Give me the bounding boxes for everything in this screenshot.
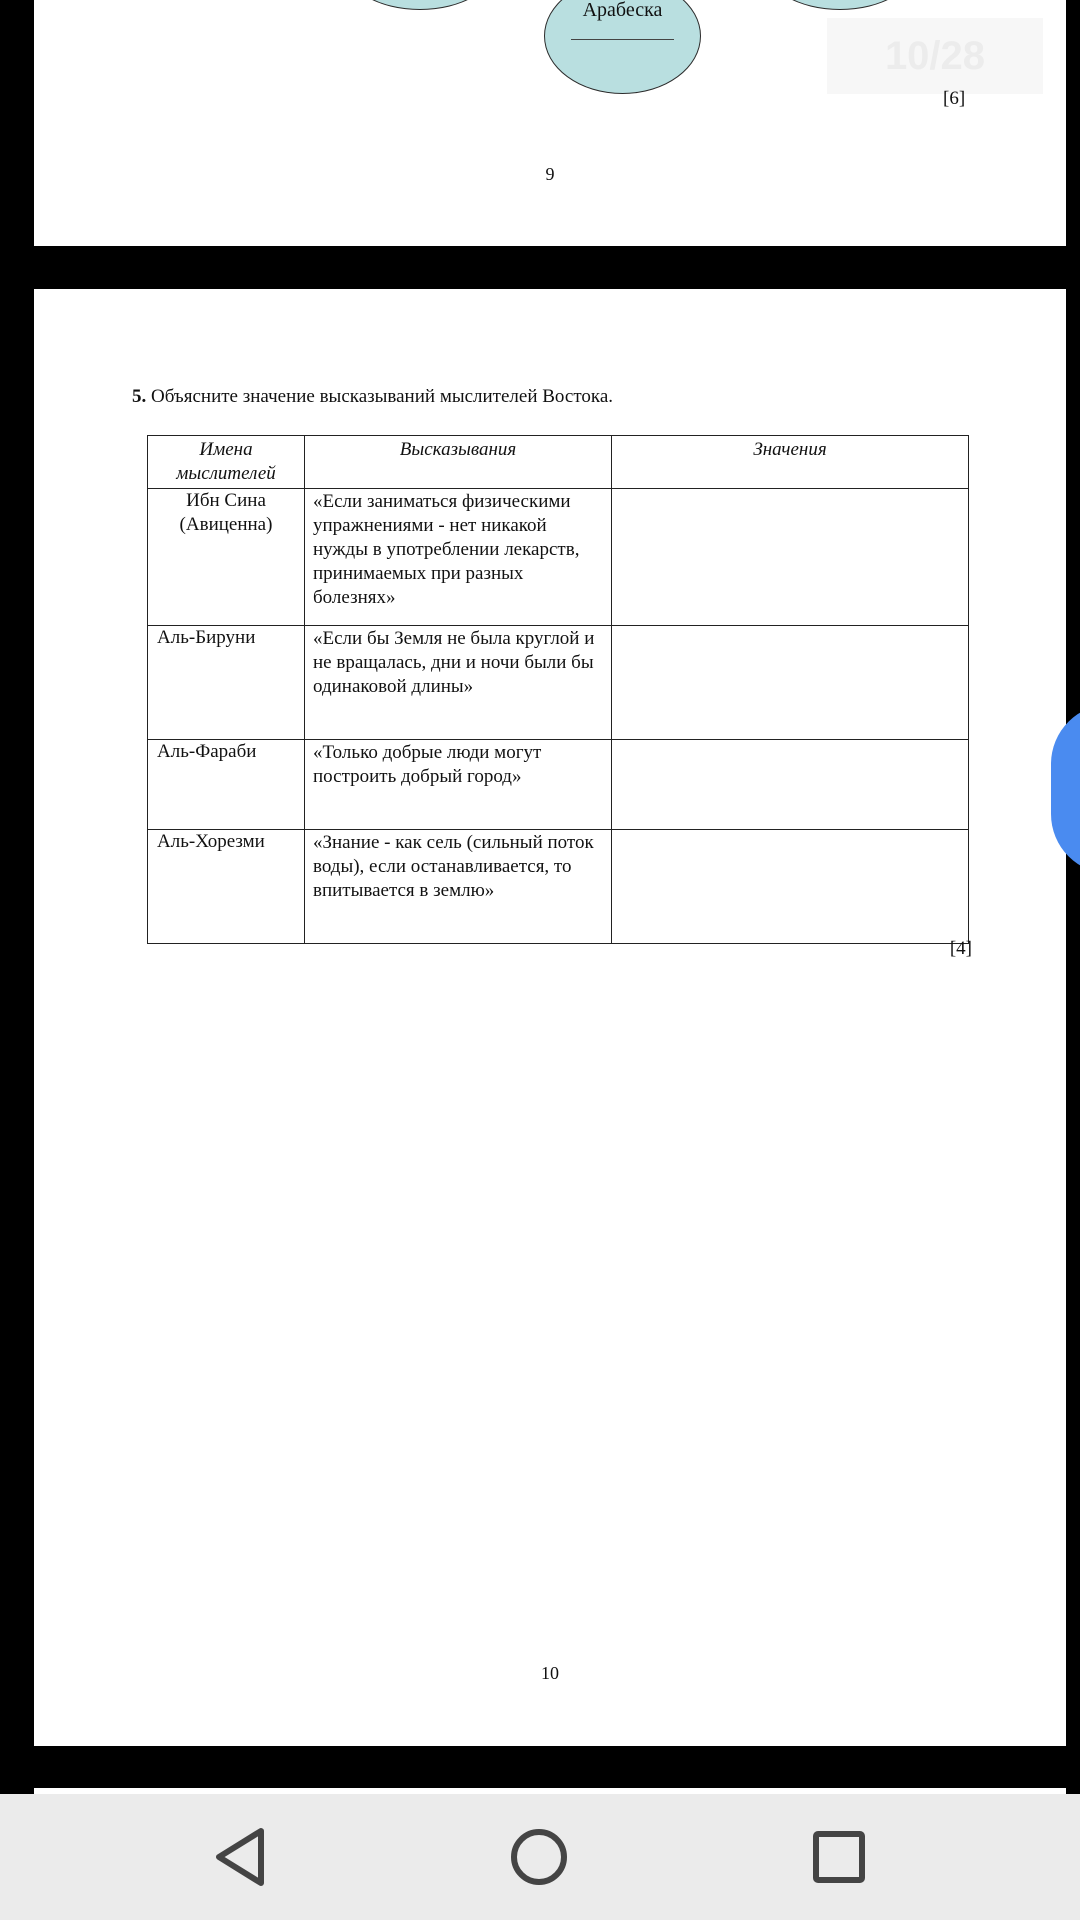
document-page-9	[34, 0, 1066, 246]
meaning-cell	[612, 740, 969, 830]
answer-blank-line	[571, 39, 674, 40]
meaning-cell	[612, 830, 969, 944]
header-quotes: Высказывания	[305, 436, 612, 489]
thinker-name: Аль-Фараби	[148, 740, 305, 830]
oval-label: Арабеска	[582, 0, 663, 21]
thinker-name: Аль-Хорезми	[148, 830, 305, 944]
question-number: 5.	[132, 386, 147, 407]
recent-square-icon	[811, 1829, 867, 1885]
meaning-cell	[612, 489, 969, 626]
question-5	[132, 386, 613, 408]
header-meanings: Значения	[612, 436, 969, 489]
marks-label: [6]	[943, 88, 966, 109]
thinker-name: Аль-Бируни	[148, 626, 305, 740]
page-number: 10	[541, 1663, 559, 1683]
thinker-quote: «Если бы Земля не была круглой и не вращалась, дни и ночи были бы одинаковой длины»	[305, 626, 612, 740]
thinkers-table	[147, 435, 969, 944]
diagram-oval-left	[344, 0, 496, 10]
thinker-quote: «Знание - как сель (сильный поток воды), если останавливается, то впитывается в землю»	[305, 830, 612, 944]
meaning-cell	[612, 626, 969, 740]
table-row	[148, 626, 969, 740]
table-row	[148, 740, 969, 830]
document-page-10	[34, 289, 1066, 1746]
system-navigation-bar	[0, 1794, 1080, 1920]
thinker-quote: «Только добрые люди могут построить добрый город»	[305, 740, 612, 830]
table-row	[148, 830, 969, 944]
home-button[interactable]	[509, 1827, 569, 1887]
header-names: Имена мыслителей	[148, 436, 305, 489]
back-button[interactable]	[210, 1827, 270, 1887]
recent-apps-button[interactable]	[809, 1827, 869, 1887]
table-row	[148, 489, 969, 626]
thinker-quote: «Если заниматься физическими упражнениями - нет никакой нужды в употреблении лекарств, принимаемых при разных болезнях»	[305, 489, 612, 626]
question-text: Объясните значение высказываний мыслителей Востока.	[146, 386, 614, 407]
page-number: 9	[545, 164, 555, 184]
diagram-oval-right	[764, 0, 916, 10]
diagram-oval-arabesque	[544, 0, 701, 94]
marks-label: [4]	[949, 938, 972, 959]
page-counter-badge: 10/28	[827, 18, 1043, 94]
table-header-row	[148, 436, 969, 489]
thinker-name: Ибн Сина (Авиценна)	[148, 489, 305, 626]
home-circle-icon	[509, 1827, 569, 1887]
back-triangle-icon	[213, 1827, 267, 1887]
